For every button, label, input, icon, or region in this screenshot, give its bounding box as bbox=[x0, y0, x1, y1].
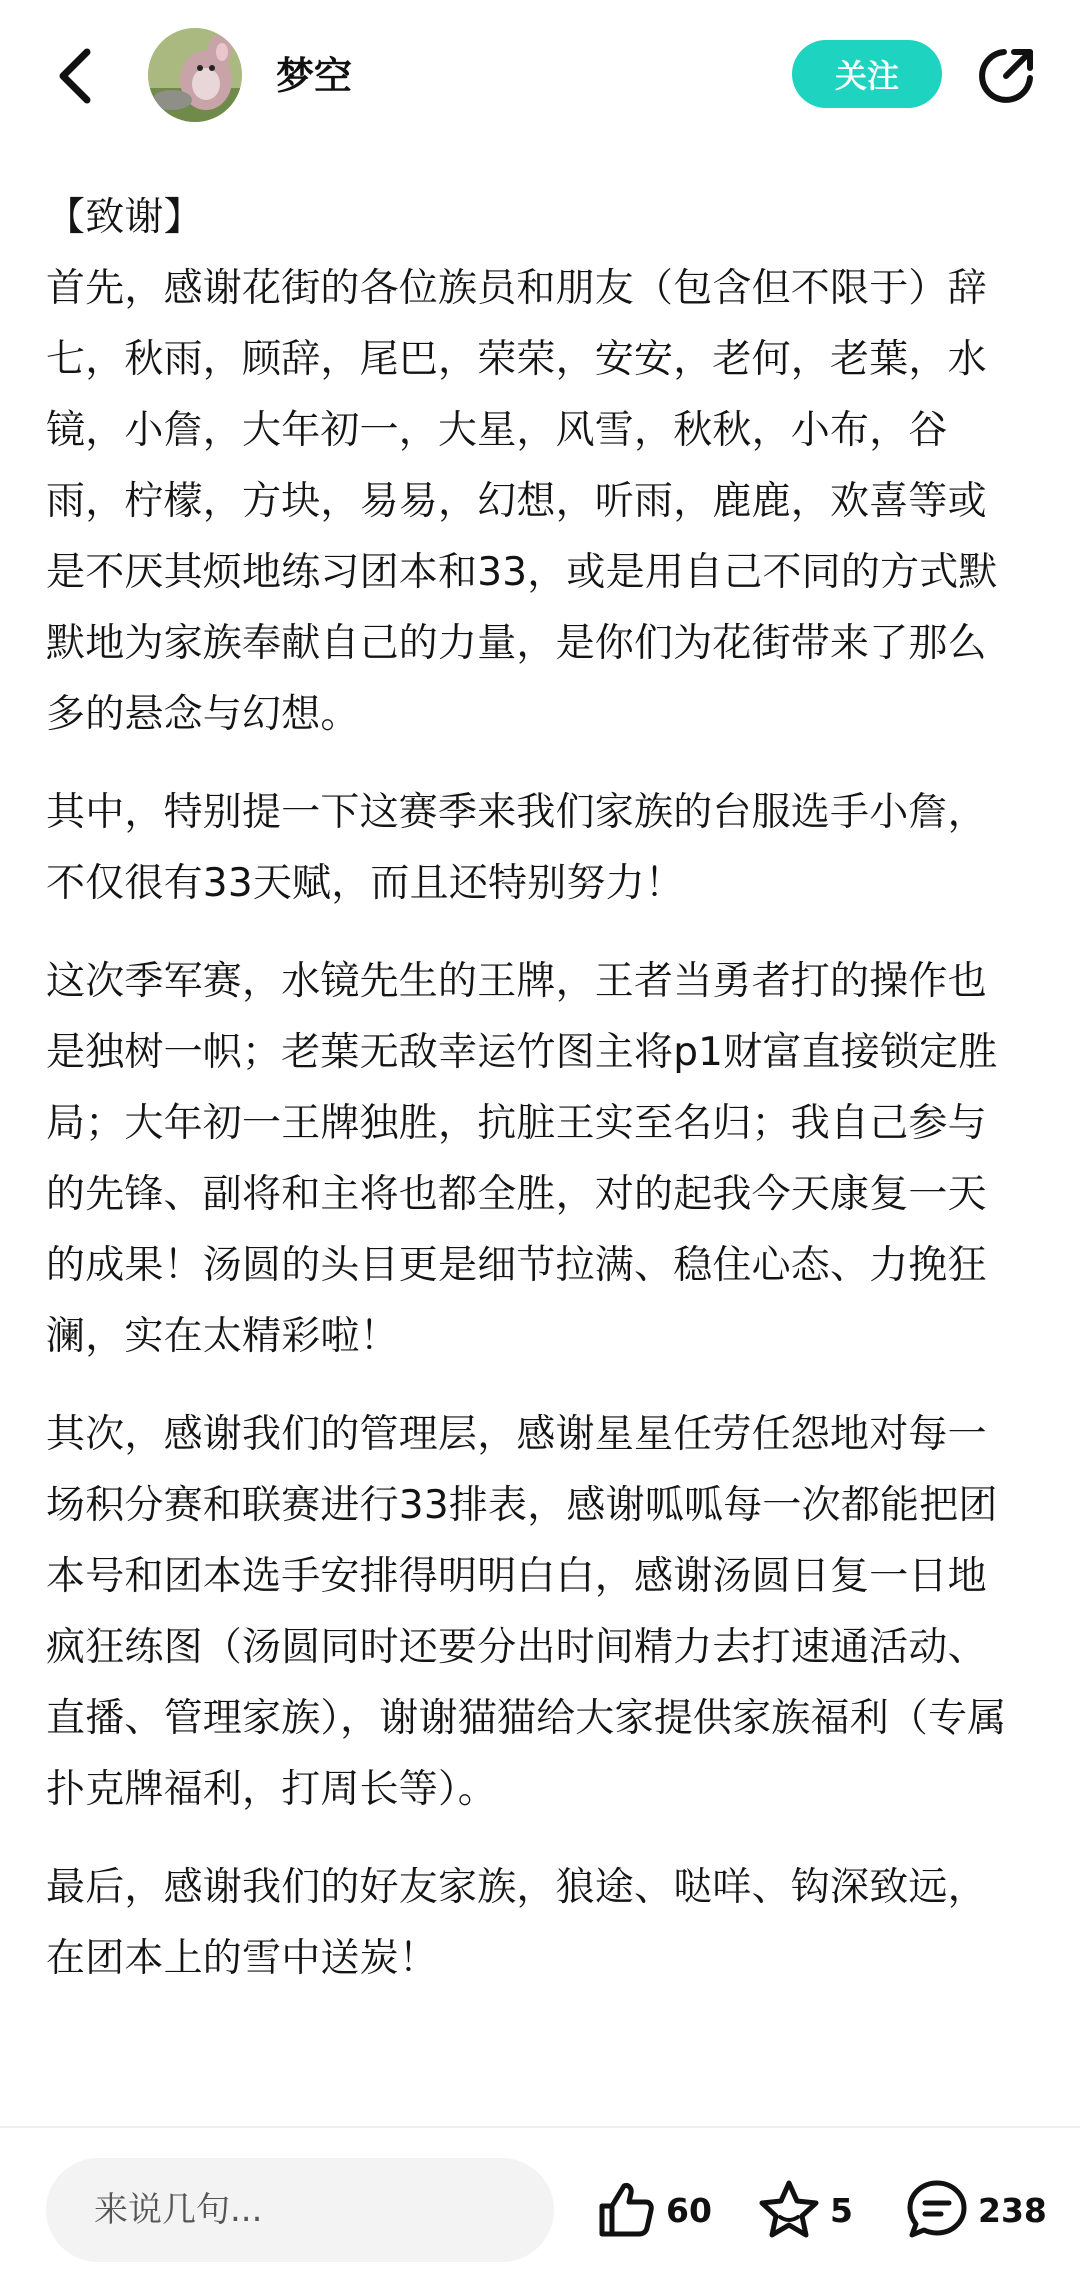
article-title: 【致谢】 bbox=[46, 195, 203, 240]
chevron-left-icon bbox=[55, 46, 95, 106]
star-icon bbox=[756, 2177, 822, 2243]
comment-button[interactable] bbox=[904, 2158, 1047, 2262]
comment-bubble-icon bbox=[904, 2177, 970, 2243]
follow-button[interactable]: 关注 bbox=[792, 40, 942, 108]
back-button[interactable] bbox=[40, 36, 110, 116]
article-paragraph-2: 其中，特别提一下这赛季来我们家族的台服选手小詹，不仅很有33天赋，而且还特别努力！ bbox=[46, 790, 987, 906]
article-body bbox=[46, 182, 1018, 2021]
favorite-count: 5 bbox=[830, 2190, 853, 2230]
article-paragraph-5: 最后，感谢我们的好友家族，狼途、哒咩、钩深致远，在团本上的雪中送炭！ bbox=[46, 1865, 987, 1981]
like-count: 60 bbox=[666, 2190, 712, 2230]
share-arrow-icon bbox=[974, 44, 1038, 108]
like-button[interactable] bbox=[594, 2158, 712, 2262]
avatar-cartoon-image bbox=[148, 28, 242, 122]
comment-input[interactable] bbox=[46, 2158, 554, 2262]
article-paragraph-3: 这次季军赛，水镜先生的王牌，王者当勇者打的操作也是独树一帜；老葉无敌幸运竹图主将p1财富直接锁定胜局；大年初一王牌独胜，抗脏王实至名归；我自己参与的先锋、副将和主将也都全胜，对的起我今天康复一天的成果！汤圆的头目更是细节拉满、稳住心态、力挽狂澜，实在太精彩啦！ bbox=[46, 959, 998, 1359]
comment-count: 238 bbox=[978, 2190, 1047, 2230]
bottom-action-bar bbox=[0, 2126, 1080, 2292]
header-bar bbox=[0, 0, 1080, 150]
article-paragraph-4: 其次，感谢我们的管理层，感谢星星任劳任怨地对每一场积分赛和联赛进行33排表，感谢呱呱每一次都能把团本号和团本选手安排得明明白白，感谢汤圆日复一日地疯狂练图（汤圆同时还要分出时间精力去打速通活动、直播、管理家族），谢谢猫猫给大家提供家族福利（专属扑克牌福利，打周长等）。 bbox=[46, 1412, 1007, 1812]
article-paragraph-1: 首先，感谢花街的各位族员和朋友（包含但不限于）辞七，秋雨，顾辞，尾巴，荣荣，安安，老何，老葉，水镜，小詹，大年初一，大星，风雪，秋秋，小布，谷雨，柠檬，方块，易易，幻想，听雨，鹿鹿，欢喜等或是不厌其烦地练习团本和33，或是用自己不同的方式默默地为家族奉献自己的力量，是你们为花街带来了那么多的悬念与幻想。 bbox=[46, 266, 998, 737]
share-button[interactable] bbox=[970, 40, 1042, 112]
favorite-button[interactable] bbox=[756, 2158, 853, 2262]
avatar[interactable] bbox=[148, 28, 242, 122]
author-name[interactable]: 梦空 bbox=[276, 54, 353, 98]
thumbs-up-icon bbox=[594, 2178, 658, 2242]
